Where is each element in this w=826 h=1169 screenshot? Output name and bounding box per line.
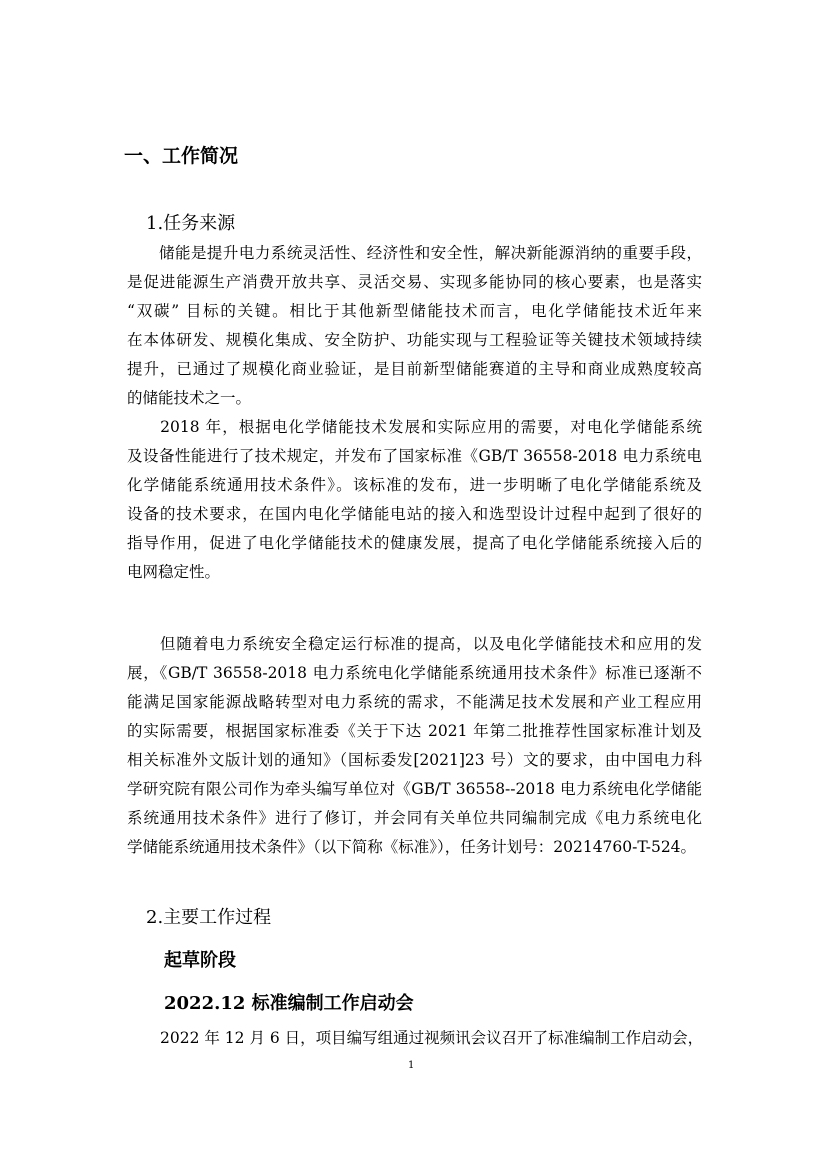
paragraph-line: 系统通用技术条件》进行了修订，并会同有关单位共同编制完成《电力系统电化 bbox=[127, 809, 702, 827]
heading-drafting-stage: 起草阶段 bbox=[164, 950, 236, 971]
paragraph-line: 电网稳定性。 bbox=[127, 563, 221, 581]
heading-kickoff-meeting: 2022.12 标准编制工作启动会 bbox=[164, 993, 414, 1014]
paragraph-line: 储能是提升电力系统灵活性、经济性和安全性，解决新能源消纳的重要手段， bbox=[127, 244, 702, 262]
paragraph-line: 但随着电力系统安全稳定运行标准的提高，以及电化学储能技术和应用的发 bbox=[127, 635, 702, 653]
paragraph-line: “双碳” 目标的关键。相比于其他新型储能技术而言，电化学储能技术近年来 bbox=[127, 302, 702, 320]
page-number: 1 bbox=[408, 1060, 415, 1071]
paragraph-kickoff-meeting: 2022 年 12 月 6 日，项目编写组通过视频讯会议召开了标准编制工作启动会， bbox=[160, 1029, 704, 1047]
section-heading-work-overview: 一、工作简况 bbox=[124, 145, 239, 167]
paragraph-line: 指导作用，促进了电化学储能技术的健康发展，提高了电化学储能系统接入后的 bbox=[127, 534, 702, 552]
paragraph-standard-revision bbox=[127, 630, 702, 862]
paragraph-line: 在本体研发、规模化集成、安全防护、功能实现与工程验证等关键技术领域持续 bbox=[127, 331, 702, 349]
paragraph-line: 及设备性能进行了技术规定，并发布了国家标准《GB/T 36558-2018 电力系统电 bbox=[127, 447, 702, 465]
paragraph-line: 设备的技术要求，在国内电化学储能电站的接入和选型设计过程中起到了很好的 bbox=[127, 505, 702, 523]
paragraph-line: 的储能技术之一。 bbox=[127, 389, 252, 407]
paragraph-line: 提升，已通过了规模化商业验证，是目前新型储能赛道的主导和商业成熟度较高 bbox=[127, 360, 702, 378]
paragraph-line: 化学储能系统通用技术条件》。该标准的发布，进一步明晰了电化学储能系统及 bbox=[127, 476, 702, 494]
paragraph-line: 是促进能源生产消费开放共享、灵活交易、实现多能协同的核心要素，也是落实 bbox=[127, 273, 702, 291]
subsection-heading-work-process: 2.主要工作过程 bbox=[146, 907, 272, 928]
paragraph-line: 学储能系统通用技术条件》（以下简称《标准》），任务计划号：20214760-T-524。 bbox=[127, 838, 697, 856]
paragraph-line: 展，《GB/T 36558-2018 电力系统电化学储能系统通用技术条件》标准已逐渐不 bbox=[127, 664, 702, 682]
subsection-heading-task-source: 1.任务来源 bbox=[146, 213, 236, 234]
paragraph-2018-standard bbox=[127, 413, 702, 587]
paragraph-line: 相关标准外文版计划的通知》（国标委发[2021]23 号）文的要求，由中国电力科 bbox=[127, 751, 702, 769]
paragraph-energy-storage-intro bbox=[127, 239, 702, 413]
paragraph-line: 学研究院有限公司作为牵头编写单位对《GB/T 36558--2018 电力系统电化学储能 bbox=[127, 780, 702, 798]
paragraph-line: 2018 年，根据电化学储能技术发展和实际应用的需要，对电化学储能系统 bbox=[127, 418, 702, 436]
paragraph-line: 能满足国家能源战略转型对电力系统的需求，不能满足技术发展和产业工程应用 bbox=[127, 693, 702, 711]
paragraph-line: 的实际需要，根据国家标准委《关于下达 2021 年第二批推荐性国家标准计划及 bbox=[127, 722, 702, 740]
